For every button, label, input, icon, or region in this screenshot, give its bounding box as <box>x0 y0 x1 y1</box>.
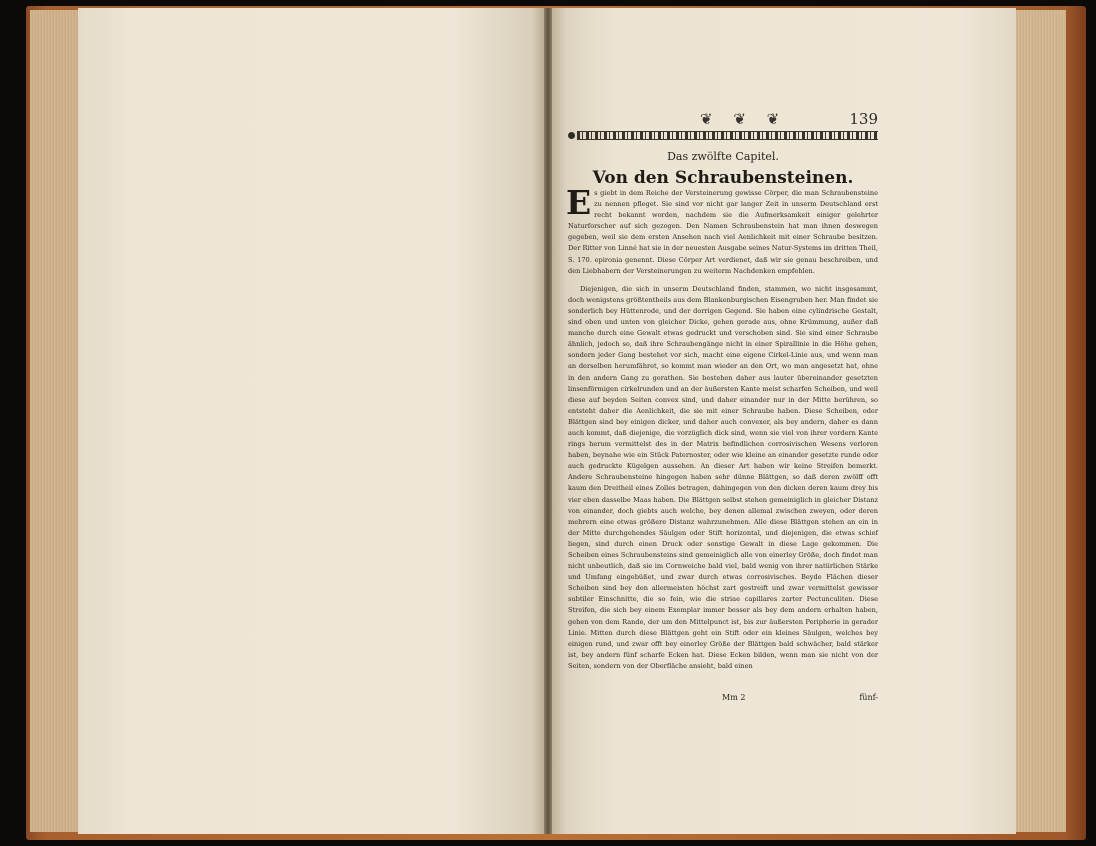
paragraph-2: Diejenigen, die sich in unserm Deutschland finden, stammen, wo nicht insgesammt, doch wenigstens größtentheils aus dem Blankenburgischen Eisengruben her. Man findet sie sonderlich bey Hüttenrode, und der dorrigen Gegend. Sie haben eine cylindrische Gestalt, sind oben und unten von gleicher Dicke, gehen gerade aus, ohne Krümmung, außer daß manche durch eine Gewalt etwas gedruckt und verschoben sind. Sie sind einer Schraube ähnlich, jedoch so, daß ihre Schraubengänge nicht in einer Spirallinie in die Höhe gehen, sondern jeder Gang bestehet vor sich, macht eine eigene Cirkel-Linie aus, und wenn man an derselben herumfähret, so kommt man wieder an den Ort, wo man angesetzt hat, ohne in den andern Gang zu gerathen. Sie bestehen daher aus lauter übereinander gesetzten linsenförmigen cirkelrunden und an der äußersten Kante meist scharfen Scheiben, und weil diese auf beyden Seiten convex sind, und daher einander nur in der Mitte berühren, so entsteht daher die Aenlichkeit, die sie mit einer Schraube haben. Diese Scheiben, oder Blättgen sind bey einigen dicker, und daher auch convexer, als bey andern, daher es dann auch kommt, daß diejenige, die vorzüglich dick sind, wenn sie viel von ihrer vordern Kante rings herum vermittelst des in der Matrix befindlichen corrosivischen Wesens verloren haben, beynahe wie ein Stück Paternoster, oder wie kleine an einander gesetzte runde oder auch gedruckte Kügelgen aussehen. An dieser Art haben wir keine Streifen bemerkt. Andere Schraubensteine hingegen haben sehr dünne Blättgen, so daß deren zwölff offt kaum den Dreitheil eines Zolles betragen, dahingegen von den dicken deren kaum drey bis vier eben dasselbe Maas haben. Die Blättgen selbst stehen gemeiniglich in gleicher Distanz von einander, doch giebts auch welche, bey denen allemal zwischen zweyen, oder deren mehrern eine etwas größere Distanz wahrzunehmen. Alle diese Blättgen stehen an ein in der Mitte durchgehendes Säulgen oder Stift horizontal, und diejenigen, die etwas schief liegen, sind durch einen Druck oder sonstige Gewalt in diese Lage gekommen. Die Scheiben eines Schraubensteins sind gemeiniglich alle von einerley Größe, doch findet man nicht unbeutlich, daß sie im Cornweiche bald viel, bald wenig von ihrer natürlichen Stärke und Umfang eingebüßet, und zwar durch etwas corrosivisches. Beyde Flächen dieser Scheiben sind bey den allermeisten höchst zart gestreift und zwar vermittelst gewisser subtiler Einschnitte, die so fein, wie die striae capillares zarter Pectunculiten. Diese Streifen, die sich bey einem Exemplar immer besser als bey dem andern erhalten haben, gehen von dem Rande, der um den Mittelpunct ist, bis zur äußersten Peripherie in gerader Linie. Mitten durch diese Blättgen geht ein Stift oder ein kleines Säulgen, welches bey einigen rund, und zwar offt bey einerley Größe der Blättgen bald schwächer, bald stärker ist, bey andern fünf scharfe Ecken hat. Diese Ecken bilden, wenn man sie nicht von der Seiten, sondern von der Oberfläche ansieht, bald einen <box>568 284 878 670</box>
rule-chain <box>577 131 878 140</box>
header-ornament: ❦ ❦ ❦ <box>700 110 788 128</box>
left-page-edges <box>30 10 82 832</box>
paragraph-1 <box>566 183 878 277</box>
left-page-blank <box>78 8 546 834</box>
page-footer <box>568 693 878 705</box>
catchword: fünf- <box>859 693 878 702</box>
chapter-title: Das zwölfte Capitel. <box>667 150 779 163</box>
signature-mark: Mm 2 <box>722 693 746 702</box>
section-heading: Von den Schraubensteinen. <box>592 168 854 188</box>
right-page-edges <box>1012 10 1066 832</box>
page-number: 139 <box>849 110 878 128</box>
rule-dot <box>568 132 575 139</box>
body-text <box>566 183 878 672</box>
decorative-rule <box>568 130 878 140</box>
book-gutter <box>544 8 552 834</box>
running-header <box>568 110 878 130</box>
drop-cap: E <box>566 183 592 222</box>
paragraph-1-text: s giebt in dem Reiche der Versteinerung gewisse Cörper, die man Schraubensteine zu nennen pfleget. Sie sind vor nicht gar langer Zeit in unserm Deutschland erst recht bekannt worden, nachdem sie die Aufmerksamkeit einiger gelehrter Naturforscher auf sich gezogen. Den Namen Schraubenstein hat man ihnen deswegen gegeben, weil sie dem ersten Ansehen nach viel Aenlichkeit mit einer Schraube besitzen. Der Ritter von Linné hat sie in der neuesten Ausgabe seines Natur-Systems im dritten Theil, S. 170. epironia genennt. Diese Cörper Art verdienet, daß wir sie genau beschreiben, und den Liebhabern der Versteinerungen zu weiterm Nachdenken empfehlen. <box>568 189 878 275</box>
